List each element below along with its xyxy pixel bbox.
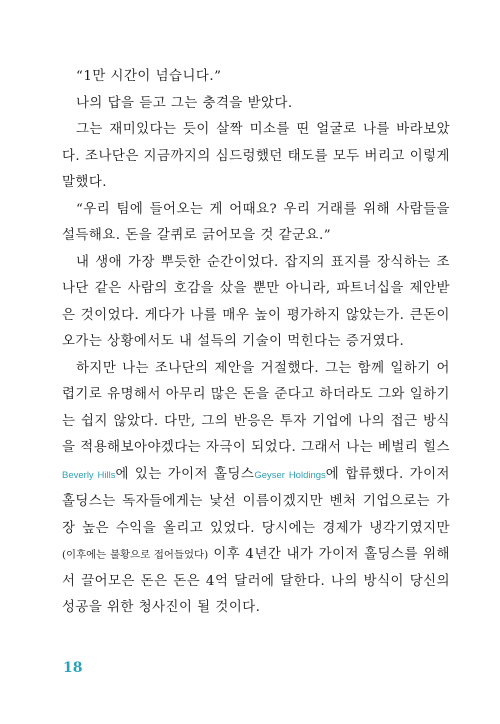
paragraph-decline-text-2: 에 있는 가이저 홀딩스 [115,466,255,482]
paragraph-decline-text-3: 에 합류했다. 가이저 홀딩스는 독자들에게는 낯선 이름이겠지만 벤처 기업으로는 가장 높은 수익을 올리고 있었다. 당시에는 경제가 냉각기였지만 [62,466,450,536]
page-number: 18 [63,660,83,676]
english-term-geyser-holdings: Geyser Holdings [254,469,326,481]
paragraph-shock: 나의 답을 듣고 그는 충격을 받았다. [76,95,293,111]
paragraph-decline [62,356,450,622]
paragraph-quote-10000-hours: “1만 시간이 넘습니다.” [76,69,222,84]
body-text [62,64,450,622]
paragraph-offer-quote: “우리 팀에 들어오는 게 어때요? 우리 거래를 위해 사람들을 설득해요. 돈을 갈퀴로 긁어모을 것 같군요.” [62,201,450,243]
english-term-beverly-hills: Beverly Hills [62,469,116,481]
paragraph-decline-text-1: 하지만 나는 조나단의 제안을 거절했다. 그는 함께 일하기 어렵기로 유명해서 아무리 많은 돈을 준다고 하더라도 그와 일하기는 쉽지 않았다. 다만, 그의 반응은 투자 기업에 나의 접근 방식을 적용해보아야겠다는 자극이 되었다. 그래서 나는 베벌리 힐스 [62,360,450,455]
paragraph-decline-text-4: 이후 4년간 내가 가이저 홀딩스를 위해서 끌어모은 돈은 돈은 4억 달러에 달한다. 나의 방식이 당신의 성공을 위한 청사진이 될 것이다. [62,547,450,615]
parenthetical-note: (이후에는 불황으로 접어들었다) [62,549,209,561]
paragraph-proud-moment: 내 생애 가장 뿌듯한 순간이었다. 잡지의 표지를 장식하는 조나단 같은 사람의 호감을 샀을 뿐만 아니라, 파트너십을 제안받은 것이었다. 게다가 나를 매우 높이 평가하지 않았는가. 큰돈이 오가는 상황에서도 내 설득의 기술이 먹힌다는 증거였다. [62,254,450,349]
paragraph-smile: 그는 재미있다는 듯이 살짝 미소를 띤 얼굴로 나를 바라보았다. 조나단은 지금까지의 심드렁했던 태도를 모두 버리고 이렇게 말했다. [62,122,450,190]
